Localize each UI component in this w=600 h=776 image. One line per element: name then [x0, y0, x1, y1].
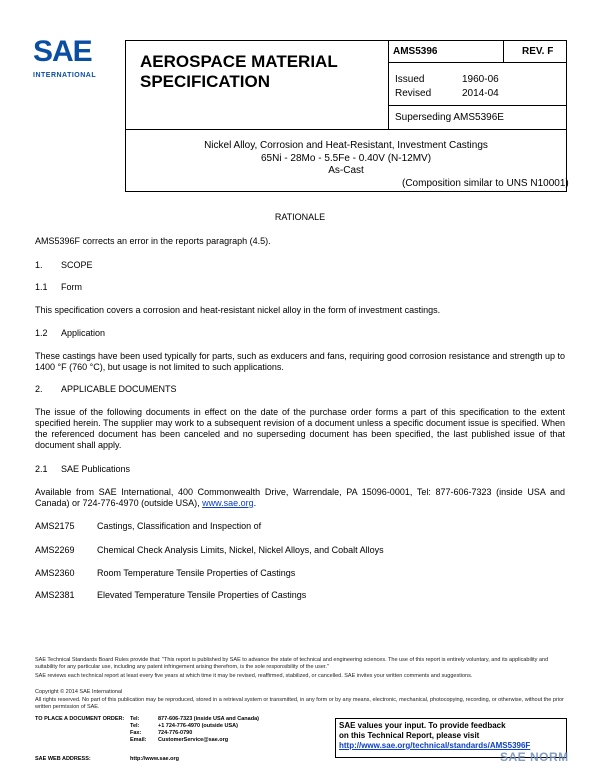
section-1-title: SCOPE	[61, 260, 93, 270]
tel-label: Tel:	[130, 716, 140, 722]
section-2-1-text	[35, 487, 565, 509]
superseding: Superseding AMS5396E	[395, 112, 504, 123]
rationale-heading: RATIONALE	[274, 212, 326, 222]
section-1-1-heading	[35, 282, 82, 292]
ref-title: Room Temperature Tensile Properties of Castings	[97, 568, 296, 578]
feedback-link[interactable]: http://www.sae.org/technical/standards/AMS5396F	[339, 741, 531, 750]
sae-website-link[interactable]: www.sae.org	[202, 498, 254, 508]
tel-value: 877-606-7323 (inside USA and Canada)	[158, 716, 259, 722]
sae-publications-end: .	[253, 498, 257, 508]
ref-row	[35, 521, 261, 531]
order-label: TO PLACE A DOCUMENT ORDER:	[35, 716, 125, 722]
doc-type-line2: SPECIFICATION	[140, 72, 271, 91]
ref-code: AMS2269	[35, 545, 75, 555]
tel2-value: +1 724-776-4970 (outside USA)	[158, 723, 238, 729]
section-1-number: 1.	[35, 260, 43, 270]
section-1-1-title: Form	[61, 282, 82, 292]
fax-label: Fax:	[130, 730, 142, 736]
revised-value: 2014-04	[462, 88, 499, 99]
title-line2: 65Ni - 28Mo - 5.5Fe - 0.40V (N-12MV)	[260, 153, 432, 164]
title-line3: As-Cast	[328, 165, 364, 176]
section-2-heading	[35, 384, 177, 394]
header-divider-v2	[503, 40, 504, 62]
section-2-number: 2.	[35, 384, 43, 394]
ref-code: AMS2175	[35, 521, 75, 531]
ref-row	[35, 545, 384, 555]
feedback-line1: SAE values your input. To provide feedback	[339, 721, 506, 730]
sae-publications-address: Available from SAE International, 400 Commonwealth Drive, Warrendale, PA 15096-0001, Tel: 877-606-7323 (inside USA and Canada) or 724-776-4970 (outside USA),	[35, 487, 565, 508]
sae-norm-watermark: SAE NORM	[500, 750, 569, 764]
tel2-label: Tel:	[130, 723, 140, 729]
section-1-2-heading	[35, 328, 105, 338]
title-line1: Nickel Alloy, Corrosion and Heat-Resistant, Investment Castings	[204, 140, 488, 151]
footer-copyright: Copyright © 2014 SAE International	[35, 689, 123, 695]
ref-title: Castings, Classification and Inspection of	[97, 521, 262, 531]
doc-number: AMS5396	[393, 46, 438, 57]
ref-row	[35, 568, 295, 578]
section-1-1-text: This specification covers a corrosion and heat-resistant nickel alloy in the form of investment castings.	[35, 305, 441, 315]
section-1-1-number: 1.1	[35, 282, 48, 292]
web-label: SAE WEB ADDRESS:	[35, 756, 91, 762]
section-2-1-title: SAE Publications	[61, 464, 131, 474]
sae-logo-subtitle: INTERNATIONAL	[33, 72, 97, 79]
ref-title: Chemical Check Analysis Limits, Nickel, Nickel Alloys, and Cobalt Alloys	[97, 545, 384, 555]
revision: REV. F	[522, 46, 554, 57]
section-2-1-number: 2.1	[35, 464, 48, 474]
doc-type-title	[140, 52, 338, 92]
section-1-2-text: These castings have been used typically for parts, such as exducers and fans, requiring good corrosion resistance and strength up to 1400 °F (760 °C), but usage is not limited to such applications.	[35, 351, 565, 372]
title-line4: (Composition similar to UNS N10001)	[402, 178, 569, 189]
ref-code: AMS2381	[35, 590, 75, 600]
issued-value: 1960-06	[462, 74, 499, 85]
email-value[interactable]: CustomerService@sae.org	[158, 737, 229, 743]
doc-type-line1: AEROSPACE MATERIAL	[140, 52, 338, 71]
section-2-text: The issue of the following documents in effect on the date of the purchase order forms a part of this specification to the extent specified herein. The supplier may work to a subsequent revision of a document unless a specific document issue is specified. When the referenced document has been canceled and no superseding document has been specified, the last published issue of that document shall apply.	[35, 407, 565, 450]
ref-row	[35, 590, 306, 600]
email-label: Email:	[130, 737, 147, 743]
footer-policy: SAE Technical Standards Board Rules provide that: "This report is published by SAE to advance the state of technical and engineering sciences. The use of this report is entirely voluntary, and its applicability and suitability for any particular use, including any patent infringement arising therefrom, is the sole responsibility of the user."	[35, 657, 549, 670]
fax-value: 724-776-0790	[158, 730, 193, 736]
section-2-1-heading	[35, 464, 130, 474]
header-divider-h1	[388, 62, 567, 63]
issued-label: Issued	[395, 74, 425, 85]
ref-title: Elevated Temperature Tensile Properties of Castings	[97, 590, 307, 600]
section-2-title: APPLICABLE DOCUMENTS	[61, 384, 177, 394]
web-value[interactable]: http://www.sae.org	[130, 756, 179, 762]
section-1-heading	[35, 260, 93, 270]
revised-label: Revised	[395, 88, 432, 99]
header-divider-h2	[388, 105, 567, 106]
rationale-text: AMS5396F corrects an error in the reports paragraph (4.5).	[35, 236, 271, 246]
feedback-line2: on this Technical Report, please visit	[339, 731, 480, 740]
footer-review: SAE reviews each technical report at least every five years at which time it may be revised, reaffirmed, stabilized, or cancelled. SAE invites your written comments and suggestions.	[35, 673, 473, 679]
section-1-2-title: Application	[61, 328, 106, 338]
header-divider-v1	[388, 40, 389, 130]
ref-code: AMS2360	[35, 568, 75, 578]
sae-logo: SAE	[33, 35, 92, 68]
footer-rights: All rights reserved. No part of this publication may be reproduced, stored in a retrieval system or transmitted, in any form or by any means, electronic, mechanical, photocopying, recording, or otherwise, without the prior written permission of SAE.	[35, 697, 564, 710]
section-1-2-number: 1.2	[35, 328, 48, 338]
